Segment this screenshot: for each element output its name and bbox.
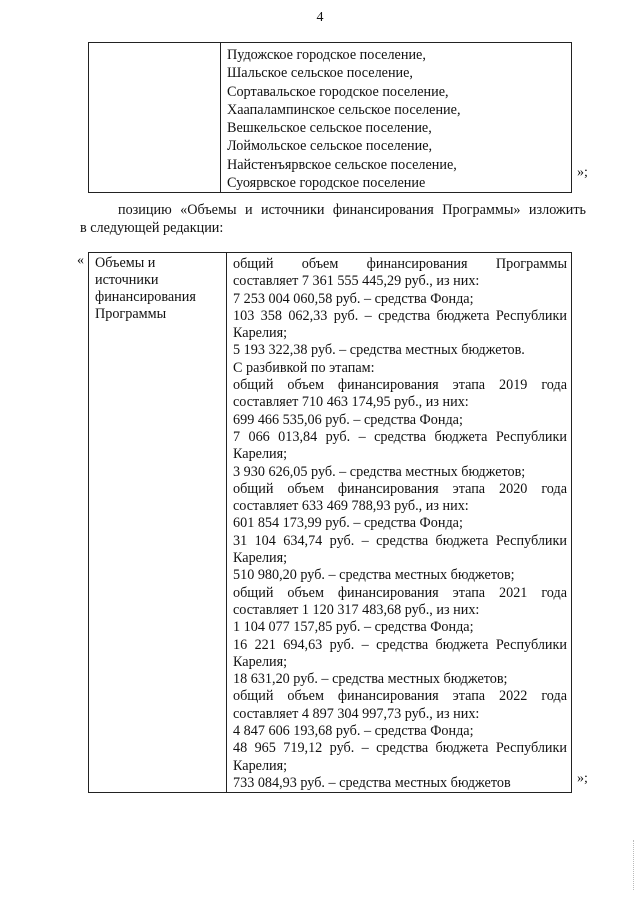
settlement-line: Лоймольское сельское поселение, <box>227 138 433 155</box>
scan-edge-mark <box>633 840 638 890</box>
closing-quote-mark: »; <box>577 165 588 180</box>
funding-label-cell <box>89 253 227 793</box>
funding-line: составляет 7 361 555 445,29 руб., из них: <box>233 273 480 290</box>
funding-line: 7 066 013,84 руб. – средства бюджета Республики <box>233 428 567 445</box>
funding-line: 7 253 004 060,58 руб. – средства Фонда; <box>233 290 474 307</box>
closing-quote-mark: »; <box>577 771 588 786</box>
funding-line: составляет 633 469 788,93 руб., из них: <box>233 498 469 515</box>
funding-line: 733 084,93 руб. – средства местных бюджетов <box>233 774 511 791</box>
settlement-line: Шальское сельское поселение, <box>227 65 413 82</box>
funding-line: 48 965 719,12 руб. – средства бюджета Республики <box>233 740 567 757</box>
funding-line: общий объем финансирования этапа 2022 года <box>233 688 567 705</box>
funding-line: Карелия; <box>233 757 288 774</box>
settlement-line: Сортавальское городское поселение, <box>227 83 449 100</box>
settlements-table <box>88 42 572 193</box>
funding-line: общий объем финансирования этапа 2019 года <box>233 377 567 394</box>
funding-label-line: Программы <box>95 306 167 322</box>
funding-line: 18 631,20 руб. – средства местных бюджетов; <box>233 671 508 688</box>
funding-line: 510 980,20 руб. – средства местных бюджетов; <box>233 567 515 584</box>
funding-line: 3 930 626,05 руб. – средства местных бюджетов; <box>233 463 526 480</box>
funding-line: Карелия; <box>233 550 288 567</box>
funding-line: 1 104 077 157,85 руб. – средства Фонда; <box>233 619 474 636</box>
funding-line: 5 193 322,38 руб. – средства местных бюджетов. <box>233 342 525 359</box>
funding-line: составляет 710 463 174,95 руб., из них: <box>233 394 469 411</box>
settlement-line: Вешкельское сельское поселение, <box>227 120 432 137</box>
funding-line: общий объем финансирования этапа 2021 года <box>233 584 567 601</box>
funding-line: 16 221 694,63 руб. – средства бюджета Республики <box>233 636 567 653</box>
funding-line: общий объем финансирования этапа 2020 года <box>233 480 567 497</box>
funding-line: Карелия; <box>233 325 288 342</box>
funding-line: общий объем финансирования Программы <box>233 256 567 272</box>
funding-line: Карелия; <box>233 446 288 463</box>
page-number: 4 <box>316 10 324 25</box>
settlement-line: Найстенъярвское сельское поселение, <box>227 156 457 173</box>
funding-table <box>88 252 572 793</box>
funding-line: Карелия; <box>233 653 288 670</box>
settlements-list-cell <box>221 43 572 193</box>
amendment-paragraph-line1: позицию «Объемы и источники финансирования Программы» изложить <box>118 202 586 218</box>
funding-details-cell <box>227 253 572 793</box>
opening-quote-mark: « <box>77 253 84 268</box>
funding-line: 31 104 634,74 руб. – средства бюджета Республики <box>233 532 567 549</box>
funding-label-line: финансирования <box>95 289 196 305</box>
amendment-paragraph-line2: в следующей редакции: <box>80 220 224 236</box>
funding-label-line: Объемы и <box>95 255 156 271</box>
funding-line: 699 466 535,06 руб. – средства Фонда; <box>233 411 463 428</box>
funding-line: 4 847 606 193,68 руб. – средства Фонда; <box>233 723 474 740</box>
settlement-line: Хаапалампинское сельское поселение, <box>227 101 461 118</box>
funding-line: составляет 4 897 304 997,73 руб., из них: <box>233 705 480 722</box>
settlements-table-empty-cell <box>89 43 221 193</box>
funding-line: 103 358 062,33 руб. – средства бюджета Республики <box>233 307 567 324</box>
funding-line: 601 854 173,99 руб. – средства Фонда; <box>233 515 463 532</box>
settlement-line: Пудожское городское поселение, <box>227 47 426 63</box>
funding-line: С разбивкой по этапам: <box>233 359 375 376</box>
settlement-line: Суоярвское городское поселение <box>227 175 426 192</box>
funding-label-line: источники <box>95 272 159 288</box>
funding-line: составляет 1 120 317 483,68 руб., из них: <box>233 601 480 618</box>
